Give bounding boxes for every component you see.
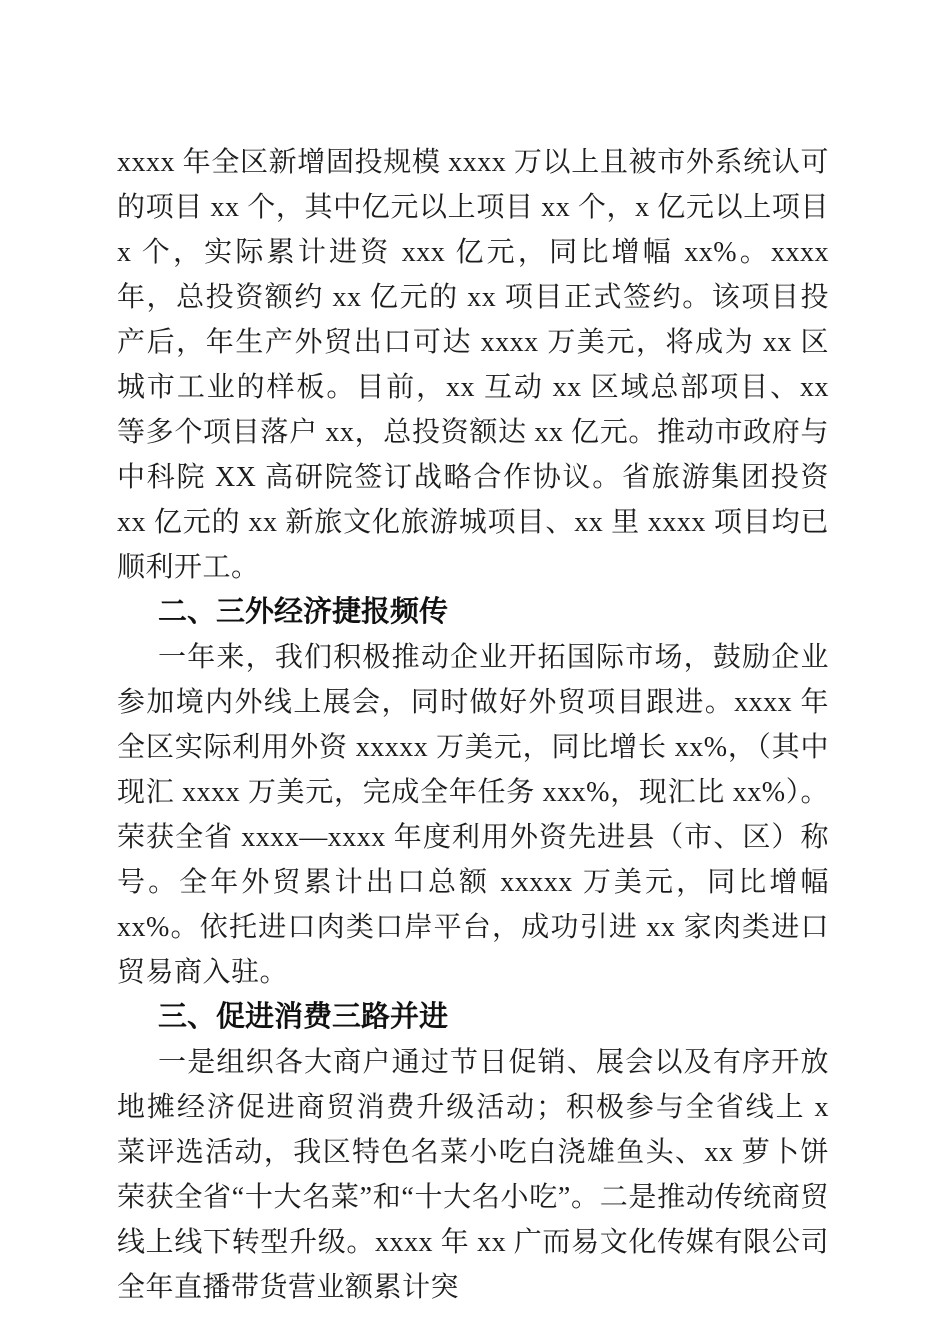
paragraph-consumption-promotion: 一是组织各大商户通过节日促销、展会以及有序开放地摊经济促进商贸消费升级活动；积极参与全省线上 x 菜评选活动，我区特色名菜小吃白浇雄鱼头、xx 萝卜饼荣获全省“十大名菜”和“十大名小吃”。二是推动传统商贸线上线下转型升级。xxxx 年 xx 广而易文化传媒有限公司全年直播带货营业额累计突 — [117, 1047, 829, 1303]
heading-section-three-consumption: 三、促进消费三路并进 — [158, 1001, 449, 1033]
document-text-block — [117, 140, 829, 1310]
paragraph-fixed-investment-continuation: xxxx 年全区新增固投规模 xxxx 万以上且被市外系统认可的项目 xx 个，其中亿元以上项目 xx 个，x 亿元以上项目 x 个，实际累计进资 xxx 亿元，同比增幅 xx%。xxxx 年，总投资额约 xx 亿元的 xx 项目正式签约。该项目投产后，年生产外贸出口可达 xxxx 万美元，将成为 xx 区城市工业的样板。目前，xx 互动 xx 区域总部项目、xx 等多个项目落户 xx，总投资额达 xx 亿元。推动市政府与中科院 XX 高研院签订战略合作协议。省旅游集团投资 xx 亿元的 xx 新旅文化旅游城项目、xx 里 xxxx 项目均已顺利开工。 — [117, 147, 829, 583]
heading-section-two-foreign-economy: 二、三外经济捷报频传 — [158, 596, 449, 628]
paragraph-foreign-trade-investment: 一年来，我们积极推动企业开拓国际市场，鼓励企业参加境内外线上展会，同时做好外贸项目跟进。xxxx 年全区实际利用外资 xxxxx 万美元，同比增长 xx%，（其中现汇 xxxx 万美元，完成全年任务 xxx%，现汇比 xx%）。荣获全省 xxxx—xxxx 年度利用外资先进县（市、区）称号。全年外贸累计出口总额 xxxxx 万美元，同比增幅 xx%。依托进口肉类口岸平台，成功引进 xx 家肉类进口贸易商入驻。 — [117, 642, 829, 988]
